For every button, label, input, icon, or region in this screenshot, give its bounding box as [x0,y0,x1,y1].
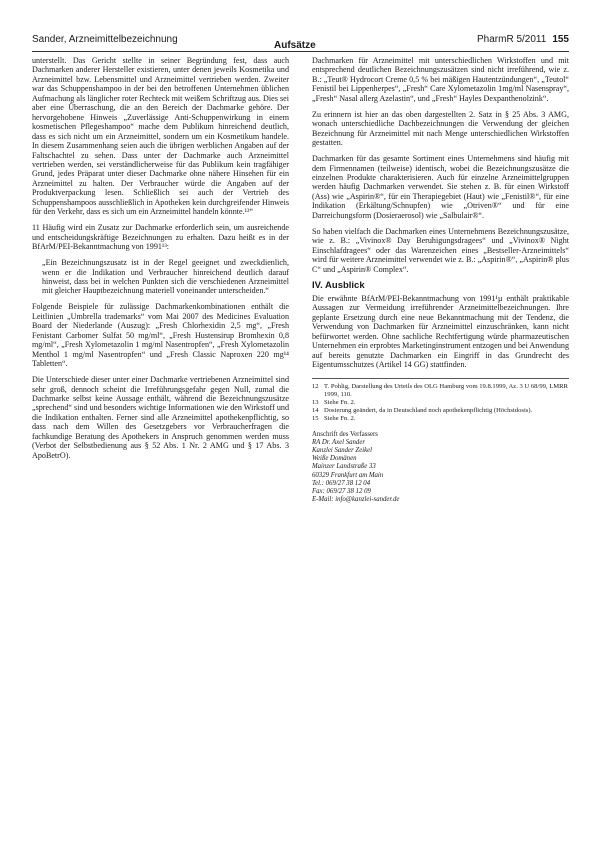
paragraph: Die erwähnte BfArM/PEI-Bekanntmachung von 1991¹µ enthält praktikable Aussagen zur Vermeidung irreführender Arzneimittelbezeichnungen. Ihre geplante Ersetzung durch eine neue Bekanntmachung mit der Tendenz, die Verwendung von Dachmarken für Arzneimittel einzuschränken, kann nicht befürwortet werden. Ohne sachliche Rechtfertigung würde pharmazeutischen Unternehmen ein erprobtes Marketinginstrument entzogen und bei Anwendung auf bereits genutzte Dachmarken ein Eingriff in das Grundrecht des Eigentumsschutzes (Artikel 14 GG) stattfinden. [312,293,569,370]
right-column [312,56,569,504]
paragraph: So haben vielfach die Dachmarken eines Unternehmens Bezeichnungszusätze, wie z. B.: „Vivinox® Day Beruhigungsdragees“ und „Vivinox® Night Einschlafdragees“ oder das Warenzeichen eines „Bestseller-Arzneimittels“ wird für weitere Arzneimittel verwendet wie z. B.: „Aspirin®“, „Aspirin® plus C“ und „Aspirin® Complex“. [312,226,569,274]
footnote [312,407,569,415]
footnotes [312,383,569,423]
section-heading: IV. Ausblick [312,279,365,291]
address-line: Fax: 069/27 38 12 09 [312,488,371,496]
footnote [312,383,569,399]
footnote-text: Siehe Fn. 2. [324,398,356,406]
address-title: Anschrift des Verfassers [312,430,378,438]
address-line: 60329 Frankfurt am Main [312,471,384,479]
header-page-number: 155 [552,34,569,45]
address-line: Mainzer Landstraße 33 [312,463,376,471]
address-line: RA Dr. Axel Sander [312,438,365,446]
header-rule [32,51,569,52]
footnote-text: Siehe Fn. 2. [324,414,356,422]
footnote-number: 15 [312,414,319,422]
header-author-title: Sander, Arzneimittelbezeichnung [32,34,178,45]
footnote-text: T. Pohlig, Darstellung des Urteils des OLG Hamburg vom 19.8.1999, Az. 3 U 68/99, LMRR 1999, 110. [324,382,568,398]
paragraph: 11 Häufig wird ein Zusatz zur Dachmarke erforderlich sein, um ausreichende und entscheidungskräftige Bezeichnungen zu erhalten. Dazu heißt es in der BfArM/PEI-Bekanntmachung von 1991¹³: [32,223,289,252]
paragraph: unterstellt. Das Gericht stellte in seiner Begründung fest, dass auch Dachmarken anderer Hersteller existieren, unter denen jeweils Kosmetika und Arzneimittel bzw. Lebensmittel und Arzneimittel vertrieben werden. Zweiter war das Schuppenshampoo in der bei den betroffenen Unternehmen üblichen Aufmachung als länglicher roter Rechteck mit weißem Schriftzug aus. Dies sei aber eine Überraschung, die an den Bereich der Dachmarke gehöre. Der hervorgehobene Hinweis „Zuverlässige Anti-Schuppenwirkung in einem kosmetischen Pflegeshampoo“ mache dem Publikum hinreichend deutlich, dass es sich nicht um ein Arzneimittel, sondern um ein Kosmetikum handele. In diesem Zusammenhang seien auch die übrigen werblichen Angaben auf der Faltschachtel zu sehen. Dass unter der Dachmarke auch Arzneimittel vertrieben werden, sei verständlicherweise für das Publikum kein tragfähiger Grund, jedes Präparat unter dieser Dachmarke ohne nähere Hinsehen für ein Arzneimittel zu halten. Der Verbraucher würde die Angaben auf der Produktverpackung lesen. Schließlich sei auch der Vertrieb des Schuppenshampoos ausschließlich in Apotheken kein durchgreifender Hinweis für den Verkehr, dass es sich um ein Arzneimittel handeln könnte.¹²“ [32,56,289,217]
paragraph: Zu erinnern ist hier an das oben dargestellten 2. Satz in § 25 Abs. 3 AMG, wonach unterschiedliche Dachbezeichnungen die Verwendung der gleichen Bezeichnung für Arzneimittel mit nach Menge unterschiedlichen Wirkstoffen gestatten. [312,109,569,148]
author-address [312,431,569,505]
address-line: Kanzlei Sander Zeikel [312,447,373,454]
footnote-number: 14 [312,406,319,414]
block-quote: „Ein Bezeichnungszusatz ist in der Regel geeignet und zweckdienlich, wenn er die Indikation und Verbraucher hinreichend deutlich darauf hinweist, dass bei in welchen Punkten sich die verschiedenen Arzneimittel mit gleicher Hauptbezeichnung materiell voneinander unterscheiden.“ [42,258,289,296]
paragraph: Dachmarken für Arzneimittel mit unterschiedlichen Wirkstoffen und mit entsprechend deutlichen Bezeichnungszusätzen sind nicht irreführend, wie z. B.: „Teut® Hydrocort Creme 0,5 % bei mäßigen Hautentzündungen“, „Teutol“ Fenistil bei Lippenherpes“, „Fresh“ Care Xylometazolin 1mg/ml Nasenspray“, „Fresh“ Nasal allerg Azelastin“, und „Fresh“ Hayles Dexpanthenolzink“. [312,56,569,103]
footnote-text: Dosierung geändert, da in Deutschland noch apothekenpflichtig (Höchstdosis). [324,406,533,414]
footnote-number: 13 [312,398,319,406]
address-line: Weiße Domänen [312,455,357,463]
paragraph: Dachmarken für das gesamte Sortiment eines Unternehmens sind häufig mit dem Firmennamen (teilweise) identisch, wobei die Bezeichnungszusätze die einzelnen Produkte charakterisieren. Auch für einzelne Arzneimittelgruppen werden häufig Dachmarken verwendet. Sie stehen z. B. für einen Wirkstoff (Ass) wie „Aspirin®“, für ein Therapiegebiet (Haut) wie „Fenistil®“, für eine Indikation (Erkältung/Schnupfen) wie „Otriven®“ und für eine Darreichungsform (Dosieraerosol) wie „Salbulair®“. [312,154,569,220]
paragraph: Folgende Beispiele für zulässige Dachmarkenkombinationen enthält die Leitlinien „Umbrella trademarks“ vom Mai 2007 des Medicines Evaluation Board der Niederlande (Auszug): „Fresh Chlorhexidin 2,5 mg“, „Fresh Fenistant Carbomer Sulfat 50 mg/ml“, „Fresh Hustensirup Bromhexin 0,8 mg/ml“, „Fresh Xylometazolin 1 mg/ml Nasentropfen“, „Fresh Xylometazolin Menthol 1 mg/ml Nasentropfen“ und „Fresh Classic Naproxen 220 mg¹⁴ Tabletten“. [32,302,289,369]
left-column [32,56,289,467]
footnote [312,415,569,423]
header-section-label: Aufsätze [274,40,316,51]
address-line: Tel.: 069/27 38 12 04 [312,479,371,487]
footnote [312,399,569,407]
header-journal-page [477,34,569,45]
header-journal: PharmR 5/2011 [477,34,547,45]
footnote-rule [312,378,569,379]
footnote-number: 12 [312,382,319,390]
address-line: E-Mail: info@kanzlei-sander.de [312,496,400,504]
running-header [32,30,569,52]
paragraph: Die Unterschiede dieser unter einer Dachmarke vertriebenen Arzneimittel sind sehr groß, dennoch scheint die Irreführungsgefahr gegen Null, zumal die Dachmarke selbst keine Aussage enthält, während die Bezeichnungszusätze „sprechend“ sind und besonders wichtige Informationen wie den Wirkstoff und die Indikation enthalten. Ferner sind alle Arzneimittel apothekenpflichtig, so dass nach dem Willen des Gesetzgebers vor Verbraucherfragen die fachkundige Beratung des Apothekers in Anspruch genommen werden muss (Verbot der Selbstbedienung aus § 52 Abs. 1 Nr. 2 AMG und § 17 Abs. 3 ApoBetrO). [32,375,289,460]
